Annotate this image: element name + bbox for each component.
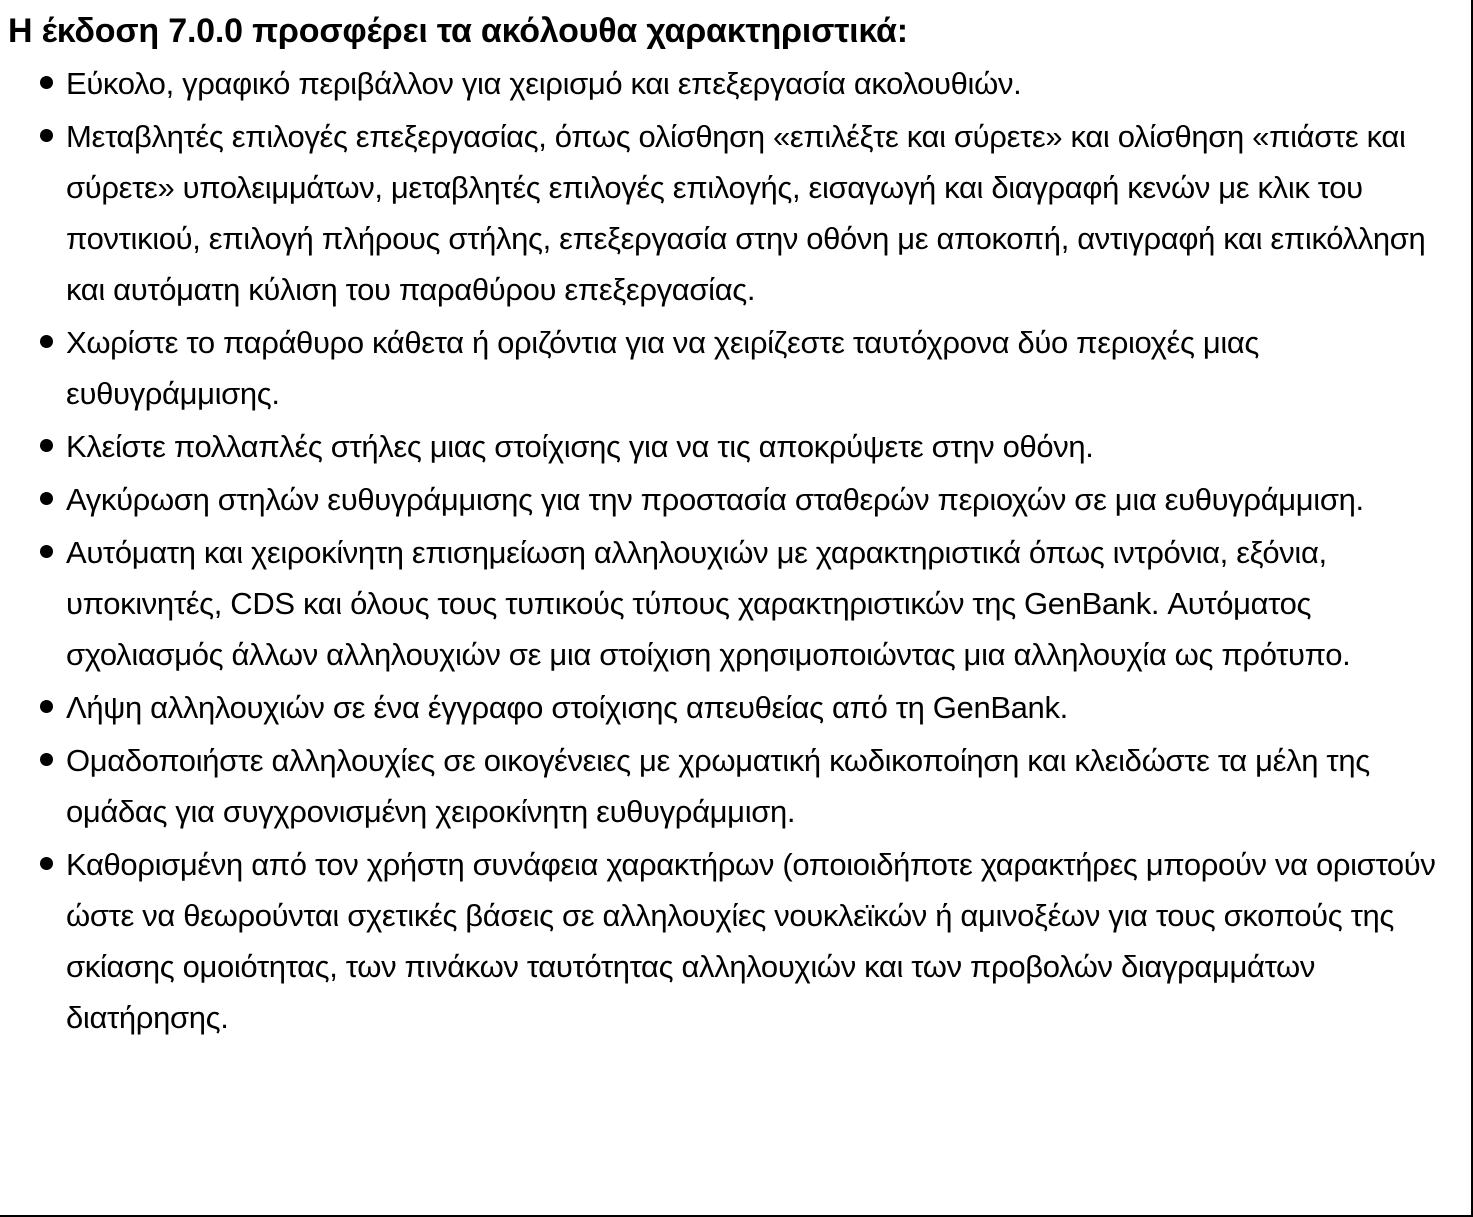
list-item [8, 317, 1459, 419]
list-item-text: Μεταβλητές επιλογές επεξεργασίας, όπως ολίσθηση «επιλέξτε και σύρετε» και ολίσθηση «πιάστε και σύρετε» υπολειμμάτων, μεταβλητές επιλογές επιλογής, εισαγωγή και διαγραφή κενών με κλικ του ποντικιού, επιλογή πλήρους στήλης, επεξεργασία στην οθόνη με αποκοπή, αντιγραφή και επικόλληση και αυτόματη κύλιση του παραθύρου επεξεργασίας. [66, 119, 1426, 307]
list-item-text: Εύκολο, γραφικό περιβάλλον για χειρισμό και επεξεργασία ακολουθιών. [66, 66, 1022, 101]
bullet-icon [40, 857, 53, 870]
list-item-text: Καθορισμένη από τον χρήστη συνάφεια χαρακτήρων (οποιοιδήποτε χαρακτήρες μπορούν να οριστούν ώστε να θεωρούνται σχετικές βάσεις σε αλληλουχίες νουκλεϊκών ή αμινοξέων για τους σκοπούς της σκίασης ομοιότητας, των πινάκων ταυτότητας αλληλουχιών και των προβολών διαγραμμάτων διατήρησης. [66, 847, 1436, 1035]
document-body [8, 8, 1459, 1045]
list-item [8, 421, 1459, 472]
list-item [8, 474, 1459, 525]
bullet-icon [40, 335, 53, 348]
list-item [8, 527, 1459, 680]
bullet-icon [40, 492, 53, 505]
bullet-icon [40, 700, 53, 713]
bullet-icon [40, 76, 53, 89]
list-item [8, 735, 1459, 837]
list-item-text: Αυτόματη και χειροκίνητη επισημείωση αλληλουχιών με χαρακτηριστικά όπως ιντρόνια, εξόνια, υποκινητές, CDS και όλους τους τυπικούς τύπους χαρακτηριστικών της GenBank. Αυτόματος σχολιασμός άλλων αλληλουχιών σε μια στοίχιση χρησιμοποιώντας μια αλληλουχία ως πρότυπο. [66, 535, 1351, 672]
list-item [8, 682, 1459, 733]
list-item [8, 839, 1459, 1043]
list-item-text: Χωρίστε το παράθυρο κάθετα ή οριζόντια για να χειρίζεστε ταυτόχρονα δύο περιοχές μιας ευθυγράμμισης. [66, 325, 1260, 411]
page-title: Η έκδοση 7.0.0 προσφέρει τα ακόλουθα χαρακτηριστικά: [8, 12, 908, 50]
list-item-text: Κλείστε πολλαπλές στήλες μιας στοίχισης για να τις αποκρύψετε στην οθόνη. [66, 429, 1094, 464]
list-item-text: Ομαδοποιήστε αλληλουχίες σε οικογένειες με χρωματική κωδικοποίηση και κλειδώστε τα μέλη της ομάδας για συγχρονισμένη χειροκίνητη ευθυγράμμιση. [66, 743, 1370, 829]
bullet-icon [40, 545, 53, 558]
bullet-icon [40, 753, 53, 766]
list-item-text: Λήψη αλληλουχιών σε ένα έγγραφο στοίχισης απευθείας από τη GenBank. [66, 690, 1068, 725]
bullet-icon [40, 129, 53, 142]
list-item [8, 58, 1459, 109]
bullet-icon [40, 439, 53, 452]
feature-list [8, 58, 1459, 1043]
list-item [8, 111, 1459, 315]
list-item-text: Αγκύρωση στηλών ευθυγράμμισης για την προστασία σταθερών περιοχών σε μια ευθυγράμμιση. [66, 482, 1364, 517]
